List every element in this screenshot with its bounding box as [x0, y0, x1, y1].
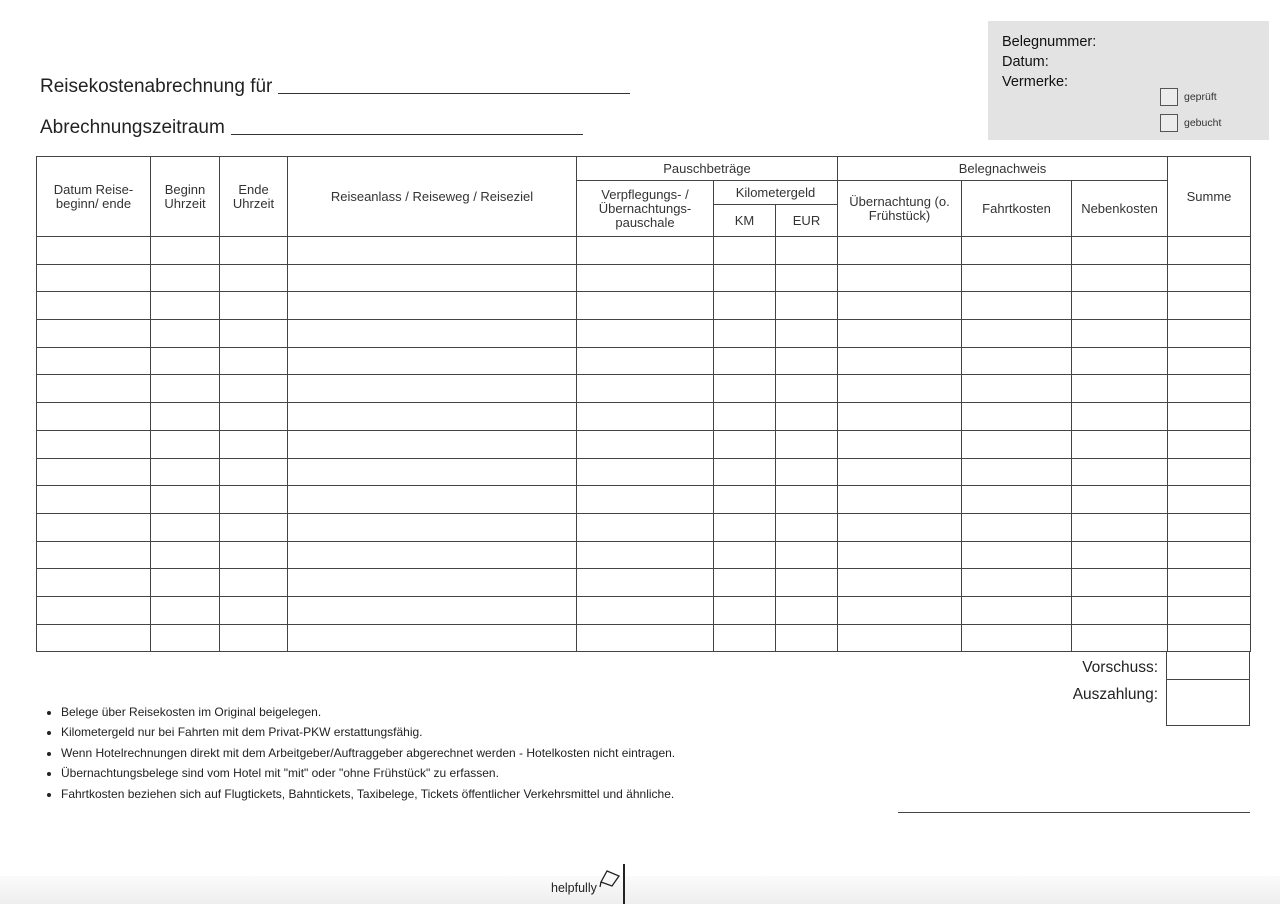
table-cell[interactable] — [838, 237, 962, 265]
notes-label: Vermerke: — [1002, 74, 1069, 90]
col-end-header: Ende Uhrzeit — [220, 157, 288, 237]
table-cell[interactable] — [151, 237, 220, 265]
table-cell[interactable] — [1168, 292, 1251, 320]
table-cell[interactable] — [220, 513, 288, 541]
logo-text: helpfully — [551, 881, 597, 895]
table-cell[interactable] — [776, 596, 838, 624]
table-row — [37, 320, 1251, 348]
table-cell[interactable] — [37, 458, 151, 486]
table-cell[interactable] — [151, 320, 220, 348]
note-item: • Wenn Hotelrechnungen direkt mit dem Arbeitgeber/Auftraggeber abgerechnet werden - Hotelkosten nicht eintragen. — [61, 743, 881, 763]
table-row — [37, 430, 1251, 458]
table-cell[interactable] — [1168, 347, 1251, 375]
table-cell[interactable] — [288, 513, 577, 541]
table-row — [37, 292, 1251, 320]
table-cell[interactable] — [288, 320, 577, 348]
col-date-header: Datum Reise-beginn/ ende — [37, 157, 151, 237]
table-cell[interactable] — [288, 569, 577, 597]
table-row — [37, 541, 1251, 569]
table-cell[interactable] — [220, 292, 288, 320]
table-cell[interactable] — [151, 264, 220, 292]
table-cell[interactable] — [220, 237, 288, 265]
helpfully-logo — [551, 868, 621, 895]
table-cell[interactable] — [1168, 513, 1251, 541]
table-cell[interactable] — [1168, 541, 1251, 569]
table-cell[interactable] — [776, 569, 838, 597]
table-cell[interactable] — [288, 458, 577, 486]
table-cell[interactable] — [714, 596, 776, 624]
table-cell[interactable] — [1168, 237, 1251, 265]
table-cell[interactable] — [962, 541, 1072, 569]
table-cell[interactable] — [151, 292, 220, 320]
col-begin-header: Beginn Uhrzeit — [151, 157, 220, 237]
advance-cell[interactable] — [1166, 651, 1250, 680]
payout-cell[interactable] — [1166, 679, 1250, 726]
col-travel-costs-header: Fahrtkosten — [962, 181, 1072, 237]
table-body — [37, 237, 1251, 652]
table-cell[interactable] — [962, 624, 1072, 652]
signature-line[interactable] — [898, 812, 1250, 813]
table-cell[interactable] — [37, 403, 151, 431]
table-cell[interactable] — [577, 624, 714, 652]
table-cell[interactable] — [962, 430, 1072, 458]
table-cell[interactable] — [577, 320, 714, 348]
table-cell[interactable] — [776, 513, 838, 541]
note-item: • Übernachtungsbelege sind vom Hotel mit "mit" oder "ohne Frühstück" zu erfassen. — [61, 763, 881, 783]
table-cell[interactable] — [962, 347, 1072, 375]
table-cell[interactable] — [776, 320, 838, 348]
table-cell[interactable] — [1168, 486, 1251, 514]
table-cell[interactable] — [37, 237, 151, 265]
travel-report-name-line[interactable] — [278, 92, 630, 94]
table-cell[interactable] — [151, 486, 220, 514]
table-cell[interactable] — [288, 486, 577, 514]
table-row — [37, 513, 1251, 541]
table-cell[interactable] — [37, 569, 151, 597]
table-cell[interactable] — [220, 320, 288, 348]
table-cell[interactable] — [577, 569, 714, 597]
table-cell[interactable] — [776, 430, 838, 458]
table-row — [37, 624, 1251, 652]
table-cell[interactable] — [714, 347, 776, 375]
table-cell[interactable] — [776, 347, 838, 375]
table-row — [37, 347, 1251, 375]
table-cell[interactable] — [220, 403, 288, 431]
table-cell[interactable] — [577, 486, 714, 514]
table-cell[interactable] — [37, 513, 151, 541]
table-cell[interactable] — [288, 347, 577, 375]
table-cell[interactable] — [714, 320, 776, 348]
table-cell[interactable] — [1168, 403, 1251, 431]
table-cell[interactable] — [577, 237, 714, 265]
table-cell[interactable] — [1072, 541, 1168, 569]
table-cell[interactable] — [577, 458, 714, 486]
table-cell[interactable] — [1072, 458, 1168, 486]
office-use-box — [988, 21, 1269, 140]
note-item: • Belege über Reisekosten im Original beigelegen. — [61, 702, 881, 722]
table-cell[interactable] — [577, 292, 714, 320]
table-cell[interactable] — [151, 624, 220, 652]
table-cell[interactable] — [962, 264, 1072, 292]
table-cell[interactable] — [714, 624, 776, 652]
footer-divider — [623, 864, 625, 904]
table-cell[interactable] — [714, 430, 776, 458]
table-row — [37, 458, 1251, 486]
table-cell[interactable] — [838, 486, 962, 514]
table-cell[interactable] — [1072, 596, 1168, 624]
table-cell[interactable] — [1168, 375, 1251, 403]
table-cell[interactable] — [1168, 569, 1251, 597]
col-km-header: KM — [714, 205, 776, 237]
table-cell[interactable] — [714, 403, 776, 431]
table-cell[interactable] — [1072, 375, 1168, 403]
table-cell[interactable] — [1168, 320, 1251, 348]
col-total-header: Summe — [1168, 157, 1251, 237]
table-cell[interactable] — [220, 596, 288, 624]
table-cell[interactable] — [288, 403, 577, 431]
table-cell[interactable] — [838, 569, 962, 597]
table-cell[interactable] — [37, 320, 151, 348]
table-cell[interactable] — [962, 513, 1072, 541]
table-cell[interactable] — [962, 375, 1072, 403]
table-cell[interactable] — [577, 375, 714, 403]
table-cell[interactable] — [577, 347, 714, 375]
table-cell[interactable] — [962, 458, 1072, 486]
table-cell[interactable] — [577, 513, 714, 541]
table-cell[interactable] — [220, 430, 288, 458]
table-cell[interactable] — [838, 624, 962, 652]
table-cell[interactable] — [714, 264, 776, 292]
table-cell[interactable] — [288, 264, 577, 292]
table-cell[interactable] — [37, 624, 151, 652]
table-cell[interactable] — [714, 486, 776, 514]
period-title: Abrechnungszeitraum — [40, 117, 225, 138]
booked-checkbox[interactable] — [1160, 114, 1178, 132]
table-cell[interactable] — [714, 237, 776, 265]
flag-icon — [599, 868, 621, 891]
table-row — [37, 403, 1251, 431]
table-cell[interactable] — [714, 458, 776, 486]
table-cell[interactable] — [151, 458, 220, 486]
table-cell[interactable] — [1072, 513, 1168, 541]
table-cell[interactable] — [962, 292, 1072, 320]
expense-table — [36, 156, 1251, 652]
table-cell[interactable] — [962, 237, 1072, 265]
table-cell[interactable] — [220, 264, 288, 292]
mileage-group-header: Kilometergeld — [714, 181, 838, 205]
table-cell[interactable] — [220, 375, 288, 403]
table-cell[interactable] — [962, 320, 1072, 348]
table-cell[interactable] — [151, 569, 220, 597]
table-cell[interactable] — [776, 237, 838, 265]
payout-label: Auszahlung: — [1072, 686, 1158, 703]
col-meals-header: Verpflegungs- /Übernachtungs-pauschale — [577, 181, 714, 237]
table-cell[interactable] — [37, 596, 151, 624]
advance-label: Vorschuss: — [1082, 659, 1158, 676]
table-cell[interactable] — [1072, 430, 1168, 458]
table-cell[interactable] — [288, 596, 577, 624]
checked-checkbox[interactable] — [1160, 88, 1178, 106]
table-cell[interactable] — [962, 486, 1072, 514]
footer-bar — [0, 876, 1280, 904]
table-row — [37, 264, 1251, 292]
table-cell[interactable] — [776, 264, 838, 292]
col-extra-costs-header: Nebenkosten — [1072, 181, 1168, 237]
table-cell[interactable] — [776, 292, 838, 320]
table-cell[interactable] — [1168, 596, 1251, 624]
table-cell[interactable] — [714, 569, 776, 597]
table-row — [37, 569, 1251, 597]
date-label: Datum: — [1002, 54, 1049, 70]
travel-report-title-row — [40, 76, 630, 98]
table-cell[interactable] — [838, 430, 962, 458]
col-overnight-header: Übernachtung (o. Frühstück) — [838, 181, 962, 237]
table-row — [37, 237, 1251, 265]
table-cell[interactable] — [838, 320, 962, 348]
table-cell[interactable] — [288, 541, 577, 569]
table-cell[interactable] — [577, 596, 714, 624]
period-line[interactable] — [231, 133, 583, 135]
table-cell[interactable] — [838, 264, 962, 292]
table-cell[interactable] — [37, 375, 151, 403]
table-cell[interactable] — [1072, 264, 1168, 292]
table-cell[interactable] — [962, 596, 1072, 624]
table-cell[interactable] — [838, 513, 962, 541]
table-cell[interactable] — [151, 347, 220, 375]
table-cell[interactable] — [776, 541, 838, 569]
table-cell[interactable] — [1072, 569, 1168, 597]
table-cell[interactable] — [1072, 237, 1168, 265]
checked-row — [1160, 88, 1217, 106]
table-cell[interactable] — [776, 624, 838, 652]
col-reason-header: Reiseanlass / Reiseweg / Reiseziel — [288, 157, 577, 237]
table-cell[interactable] — [1168, 430, 1251, 458]
table-cell[interactable] — [1072, 292, 1168, 320]
table-cell[interactable] — [151, 596, 220, 624]
table-cell[interactable] — [838, 458, 962, 486]
table-cell[interactable] — [1072, 624, 1168, 652]
table-cell[interactable] — [1168, 624, 1251, 652]
table-cell[interactable] — [776, 375, 838, 403]
table-cell[interactable] — [288, 430, 577, 458]
table-cell[interactable] — [37, 541, 151, 569]
table-row — [37, 486, 1251, 514]
table-cell[interactable] — [288, 375, 577, 403]
table-cell[interactable] — [776, 458, 838, 486]
table-cell[interactable] — [37, 264, 151, 292]
table-cell[interactable] — [151, 541, 220, 569]
table-cell[interactable] — [37, 292, 151, 320]
table-cell[interactable] — [37, 486, 151, 514]
table-cell[interactable] — [776, 403, 838, 431]
note-item: • Kilometergeld nur bei Fahrten mit dem Privat-PKW erstattungsfähig. — [61, 722, 881, 742]
table-cell[interactable] — [220, 486, 288, 514]
table-row — [37, 375, 1251, 403]
table-cell[interactable] — [151, 430, 220, 458]
table-cell[interactable] — [1072, 347, 1168, 375]
table-cell[interactable] — [776, 486, 838, 514]
table-cell[interactable] — [962, 569, 1072, 597]
receipts-group-header: Belegnachweis — [838, 157, 1168, 181]
table-cell[interactable] — [838, 375, 962, 403]
booked-label: gebucht — [1184, 117, 1222, 129]
table-cell[interactable] — [1168, 458, 1251, 486]
table-cell[interactable] — [838, 541, 962, 569]
travel-report-title: Reisekostenabrechnung für — [40, 76, 273, 97]
table-cell[interactable] — [577, 541, 714, 569]
table-cell[interactable] — [1072, 403, 1168, 431]
booked-row — [1160, 114, 1221, 132]
table-cell[interactable] — [37, 347, 151, 375]
table-cell[interactable] — [220, 347, 288, 375]
table-cell[interactable] — [714, 541, 776, 569]
table-cell[interactable] — [838, 596, 962, 624]
table-cell[interactable] — [838, 403, 962, 431]
table-cell[interactable] — [220, 541, 288, 569]
table-cell[interactable] — [220, 569, 288, 597]
receipt-number-label: Belegnummer: — [1002, 34, 1097, 50]
table-cell[interactable] — [838, 347, 962, 375]
table-cell[interactable] — [288, 237, 577, 265]
note-item: • Fahrtkosten beziehen sich auf Flugtickets, Bahntickets, Taxibelege, Tickets öffentlicher Verkehrsmittel und ähnliche. — [61, 784, 881, 804]
table-cell[interactable] — [714, 292, 776, 320]
table-cell[interactable] — [37, 430, 151, 458]
table-cell[interactable] — [838, 292, 962, 320]
table-cell[interactable] — [151, 403, 220, 431]
flat-rates-group-header: Pauschbeträge — [577, 157, 838, 181]
table-cell[interactable] — [714, 513, 776, 541]
notes-list — [44, 702, 881, 804]
table-cell[interactable] — [151, 513, 220, 541]
table-row — [37, 596, 1251, 624]
table-cell[interactable] — [1168, 264, 1251, 292]
table-cell[interactable] — [1072, 320, 1168, 348]
table-cell[interactable] — [151, 375, 220, 403]
table-cell[interactable] — [577, 430, 714, 458]
table-cell[interactable] — [220, 458, 288, 486]
col-eur-header: EUR — [776, 205, 838, 237]
table-cell[interactable] — [1072, 486, 1168, 514]
table-cell[interactable] — [220, 624, 288, 652]
table-cell[interactable] — [714, 375, 776, 403]
table-cell[interactable] — [288, 292, 577, 320]
checked-label: geprüft — [1184, 91, 1217, 103]
table-cell[interactable] — [962, 403, 1072, 431]
table-cell[interactable] — [577, 403, 714, 431]
table-cell[interactable] — [577, 264, 714, 292]
period-title-row — [40, 117, 583, 139]
table-cell[interactable] — [288, 624, 577, 652]
